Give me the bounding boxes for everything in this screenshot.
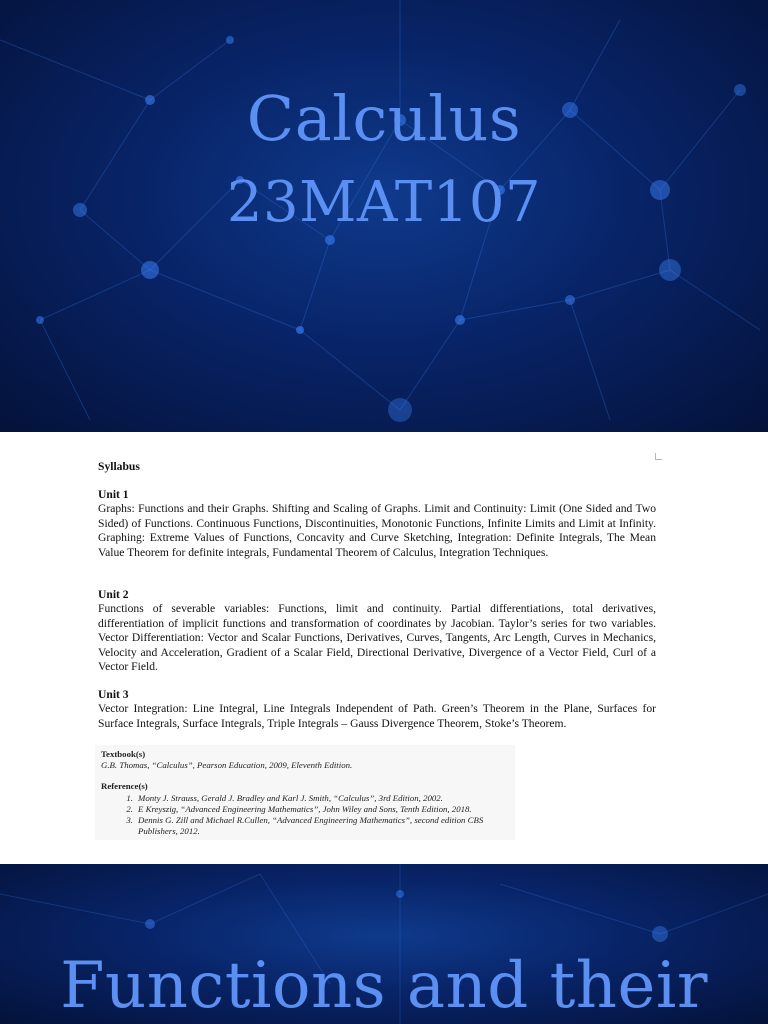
references-heading: Reference(s) — [101, 781, 148, 791]
reference-item — [101, 793, 521, 804]
next-slide — [0, 864, 768, 1024]
reference-number: 3. — [126, 815, 133, 825]
reference-text: Monty J. Strauss, Gerald J. Bradley and Karl J. Smith, “Calculus”, 3rd Edition, 2002. — [138, 793, 443, 803]
textbook-entry: G.B. Thomas, “Calculus”, Pearson Education, 2009, Eleventh Edition. — [101, 760, 353, 770]
section-title: Functions and their — [60, 949, 708, 1023]
textbook-heading: Textbook(s) — [101, 749, 146, 759]
reference-number: 1. — [126, 793, 133, 803]
unit-3-text: Vector Integration: Line Integral, Line Integrals Independent of Path. Green’s Theorem in the Plane, Surfaces for Surface Integrals, Surface Integrals, Triple Integrals – Gauss Divergence Theorem, Stoke’s Theorem. — [98, 702, 656, 730]
references-list — [101, 793, 521, 837]
syllabus-heading: Syllabus — [98, 460, 140, 473]
reference-number: 2. — [126, 804, 133, 814]
unit-2-text: Functions of severable variables: Functions, limit and continuity. Partial differentiations, total derivatives, differentiation of implicit functions and transformation of coordinates by Jacobian. Taylor’s series for two variables. Vector Differentiation: Vector and Scalar Functions, Derivatives, Curves, Tangents, Arc Length, Curves in Mechanics, Velocity and Acceleration, Gradient of a Scalar Field, Directional Derivative, Divergence of a Vector Field, Curl of a Vector Field. — [98, 602, 656, 674]
unit-2-block — [98, 588, 656, 674]
title-slide — [0, 0, 768, 432]
course-title: Calculus — [246, 82, 522, 155]
unit-1-text: Graphs: Functions and their Graphs. Shifting and Scaling of Graphs. Limit and Continuity: Limit (One Sided and Two Sided) of Functions. Continuous Functions, Discontinuities, Monotonic Functions, Infinite Limits and Limit at Infinity. Graphing: Extreme Values of Functions, Concavity and Curve Sketching, Integration: Definite Integrals, The Mean Value Theorem for definite integrals, Fundamental Theorem of Calculus, Integration Techniques. — [98, 502, 656, 559]
reference-item — [101, 815, 521, 837]
reference-text: E Kreyszig, “Advanced Engineering Mathematics”, John Wiley and Sons, Tenth Edition, 2018. — [138, 804, 472, 814]
course-code: 23MAT107 — [226, 170, 542, 235]
page-corner-mark — [655, 453, 662, 460]
reference-text: Dennis G. Zill and Michael R.Cullen, “Advanced Engineering Mathematics”, second edition CBS Publishers, 2012. — [138, 815, 484, 836]
unit-3-block — [98, 688, 656, 731]
unit-2-label: Unit 2 — [98, 588, 129, 601]
unit-1-block — [98, 488, 656, 560]
reference-item — [101, 804, 521, 815]
unit-1-label: Unit 1 — [98, 488, 129, 501]
unit-3-label: Unit 3 — [98, 688, 129, 701]
